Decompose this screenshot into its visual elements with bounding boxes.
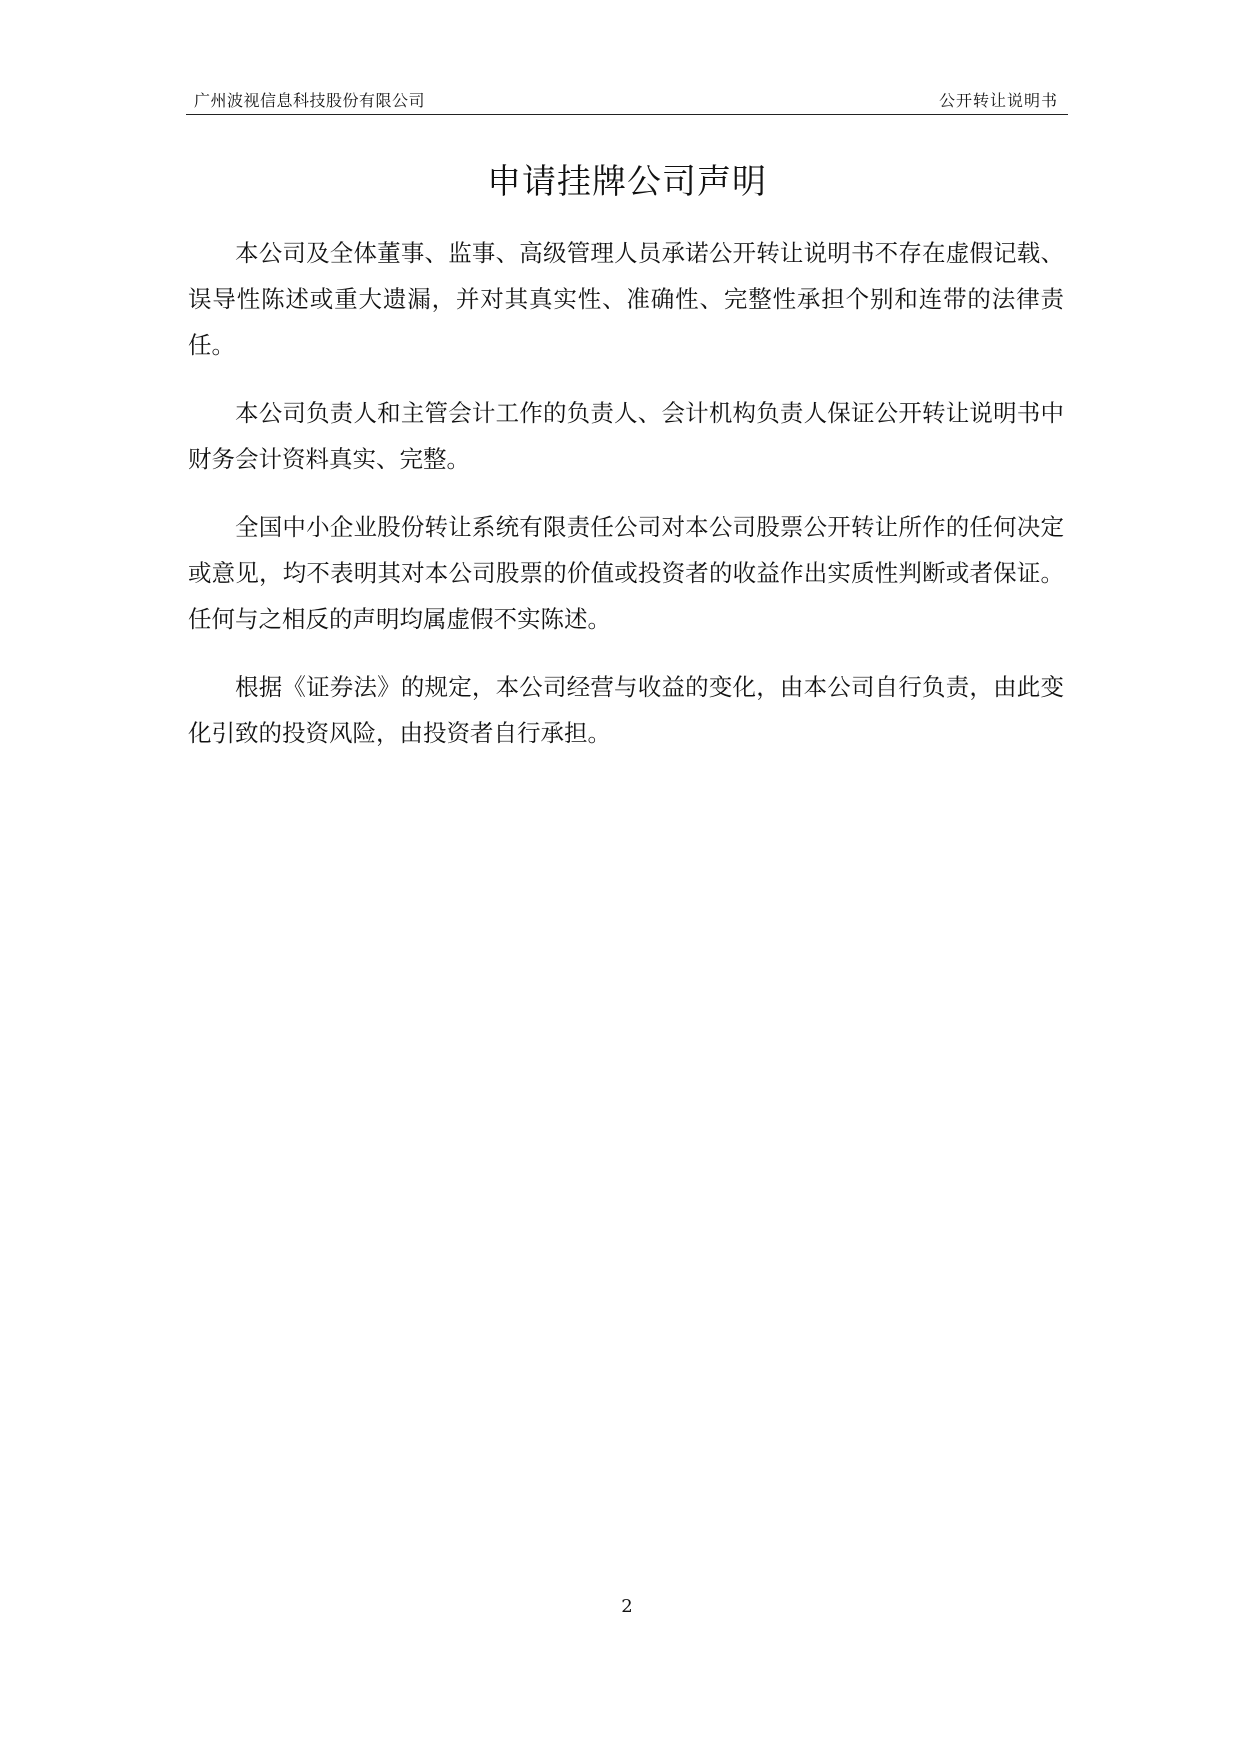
paragraph-4: 根据《证券法》的规定，本公司经营与收益的变化，由本公司自行负责，由此变化引致的投资风险，由投资者自行承担。 [188, 673, 1064, 747]
paragraph-1: 本公司及全体董事、监事、高级管理人员承诺公开转让说明书不存在虚假记载、误导性陈述或重大遗漏，并对其真实性、准确性、完整性承担个别和连带的法律责任。 [188, 239, 1064, 359]
header-company-name: 广州波视信息科技股份有限公司 [194, 91, 426, 110]
page-header [186, 84, 1068, 115]
page-number: 2 [621, 1596, 633, 1617]
paragraph-3: 全国中小企业股份转让系统有限责任公司对本公司股票公开转让所作的任何决定或意见，均不表明其对本公司股票的价值或投资者的收益作出实质性判断或者保证。任何与之相反的声明均属虚假不实陈述。 [188, 513, 1064, 633]
paragraph-2: 本公司负责人和主管会计工作的负责人、会计机构负责人保证公开转让说明书中财务会计资料真实、完整。 [188, 399, 1064, 473]
declaration-body [188, 230, 1064, 778]
header-document-type: 公开转让说明书 [938, 91, 1058, 110]
document-title: 申请挂牌公司声明 [487, 162, 767, 202]
